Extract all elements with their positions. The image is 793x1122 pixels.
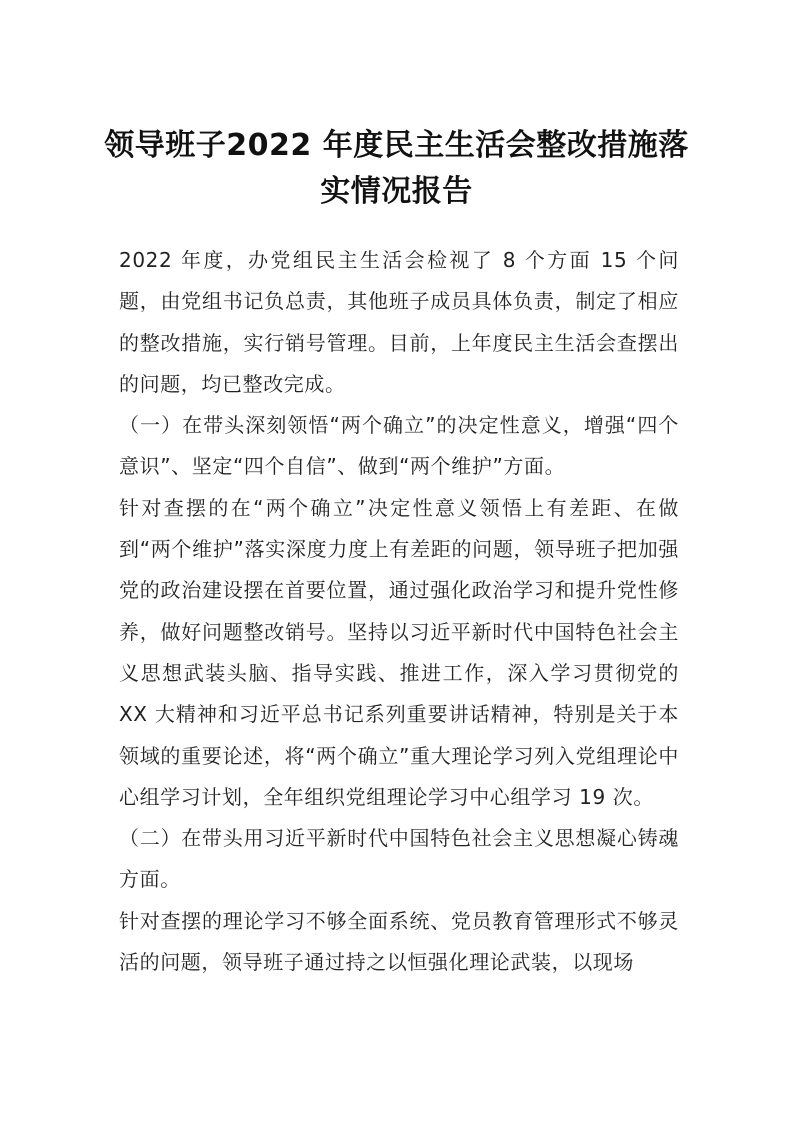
document-body (119, 240, 679, 983)
paragraph-section-1: 针对查摆的在“两个确立”决定性意义领悟上有差距、在做到“两个维护”落实深度力度上有差距的问题，领导班子把加强党的政治建设摆在首要位置，通过强化政治学习和提升党性修养，做好问题整改销号。坚持以习近平新时代中国特色社会主义思想武装头脑、指导实践、推进工作，深入学习贯彻党的 XX 大精神和习近平总书记系列重要讲话精神，特别是关于本领域的重要论述，将“两个确立”重大理论学习列入党组理论中心组学习计划，全年组织党组理论学习中心组学习 19 次。 (119, 495, 679, 809)
document-title-line-2: 实情况报告 (320, 174, 473, 209)
document-title-line-1: 领导班子2022 年度民主生活会整改措施落 (104, 128, 689, 163)
paragraph-intro: 2022 年度，办党组民主生活会检视了 8 个方面 15 个问题，由党组书记负总责，其他班子成员具体负责，制定了相应的整改措施，实行销号管理。目前，上年度民主生活会查摆出的问题，均已整改完成。 (119, 248, 679, 396)
section-heading-1: （一）在带头深刻领悟“两个确立”的决定性意义，增强“四个意识”、坚定“四个自信”、做到“两个维护”方面。 (119, 413, 679, 479)
section-heading-2: （二）在带头用习近平新时代中国特色社会主义思想凝心铸魂方面。 (119, 826, 679, 892)
paragraph-section-2: 针对查摆的理论学习不够全面系统、党员教育管理形式不够灵活的问题，领导班子通过持之以恒强化理论武装，以现场 (119, 908, 679, 975)
